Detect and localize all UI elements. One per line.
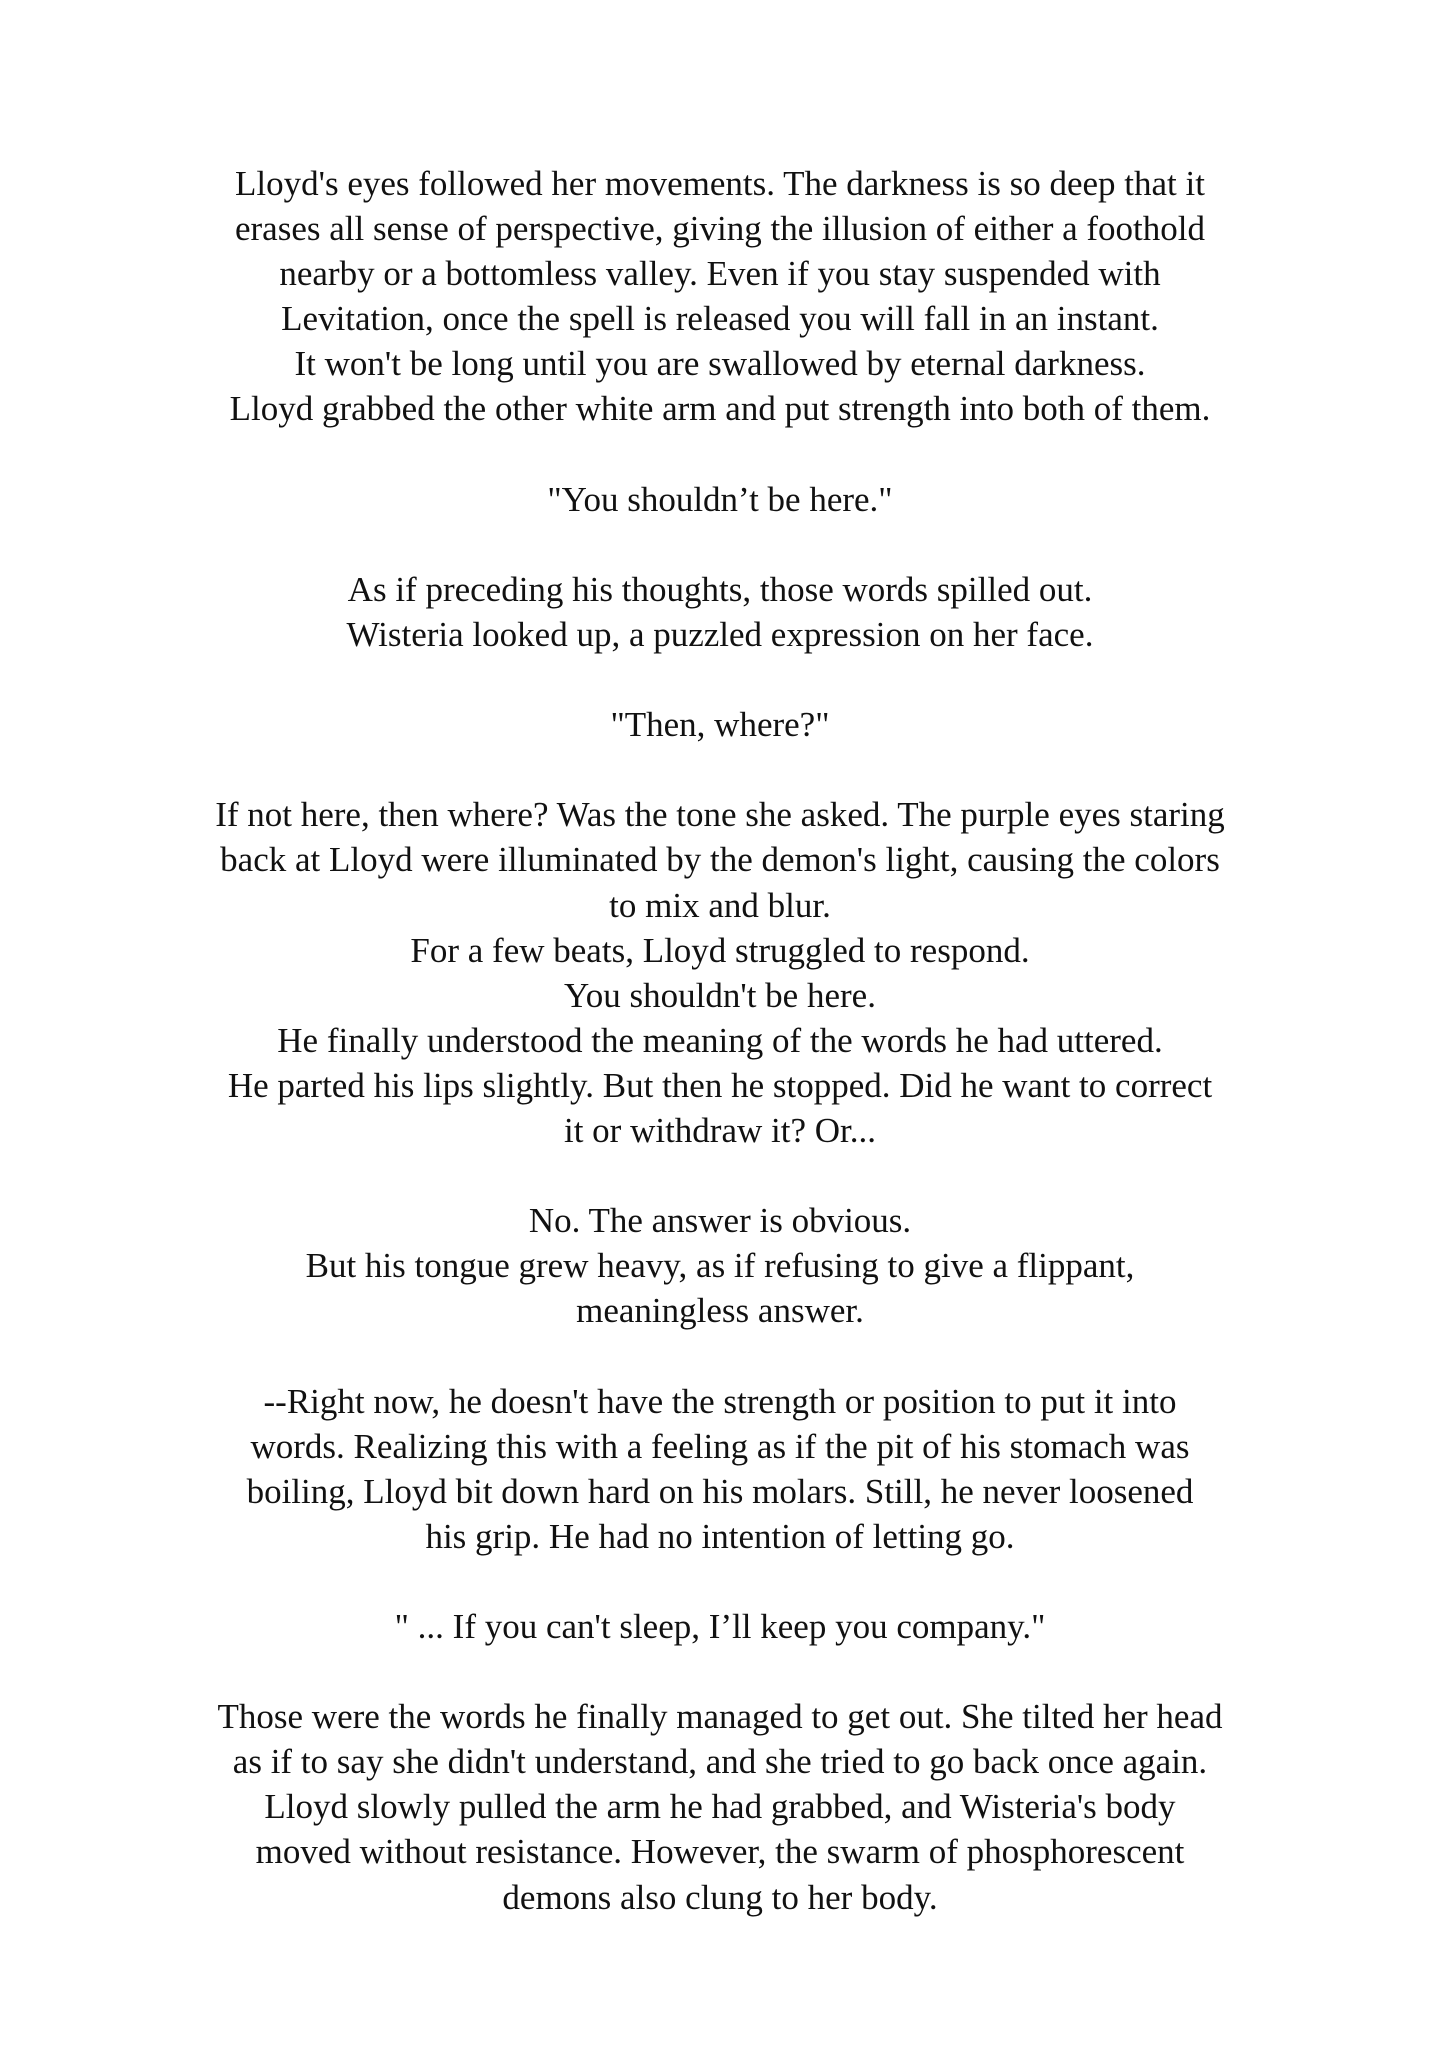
text-line: But his tongue grew heavy, as if refusing to give a flippant, — [305, 1246, 1135, 1286]
text-line: as if to say she didn't understand, and she tried to go back once again. — [232, 1742, 1208, 1782]
blank-line — [0, 657, 1440, 702]
blank-line — [0, 432, 1440, 477]
blank-line — [0, 1153, 1440, 1198]
text-line: it or withdraw it? Or... — [563, 1110, 877, 1150]
text-line: Lloyd grabbed the other white arm and put strength into both of them. — [229, 389, 1211, 429]
text-line: nearby or a bottomless valley. Even if you stay suspended with — [279, 254, 1161, 294]
text-line: "You shouldn’t be here." — [547, 479, 893, 519]
text-line: meaningless answer. — [576, 1291, 864, 1331]
text-line: Lloyd slowly pulled the arm he had grabbed, and Wisteria's body — [264, 1787, 1176, 1827]
text-line: He parted his lips slightly. But then he stopped. Did he want to correct — [227, 1065, 1213, 1105]
text-line: back at Lloyd were illuminated by the demon's light, causing the colors — [220, 840, 1220, 880]
text-line: erases all sense of perspective, giving the illusion of either a foothold — [234, 209, 1205, 249]
blank-line — [0, 1333, 1440, 1378]
blank-line — [0, 522, 1440, 567]
text-line: demons also clung to her body. — [502, 1877, 938, 1917]
text-line: " ... If you can't sleep, I’ll keep you company." — [394, 1607, 1046, 1646]
text-line: his grip. He had no intention of letting go. — [425, 1516, 1015, 1556]
text-line: Wisteria looked up, a puzzled expression on her face. — [346, 614, 1094, 654]
text-line: Lloyd's eyes followed her movements. The darkness is so deep that it — [235, 164, 1205, 203]
text-line: If not here, then where? Was the tone she asked. The purple eyes staring — [215, 795, 1225, 835]
blank-line — [0, 747, 1440, 792]
text-line: Those were the words he finally managed to get out. She tilted her head — [217, 1697, 1223, 1737]
text-line: boiling, Lloyd bit down hard on his molars. Still, he never loosened — [246, 1471, 1194, 1511]
blank-line — [0, 1649, 1440, 1694]
text-line: to mix and blur. — [609, 885, 831, 925]
text-line: As if preceding his thoughts, those words spilled out. — [347, 569, 1093, 609]
text-line: For a few beats, Lloyd struggled to respond. — [410, 930, 1030, 970]
text-line: It won't be long until you are swallowed by eternal darkness. — [294, 344, 1146, 384]
text-line: Levitation, once the spell is released you will fall in an instant. — [281, 299, 1159, 339]
text-line: moved without resistance. However, the swarm of phosphorescent — [255, 1832, 1185, 1872]
text-line: "Then, where?" — [610, 705, 830, 745]
text-line: words. Realizing this with a feeling as if the pit of his stomach was — [250, 1426, 1190, 1466]
text-line: He finally understood the meaning of the words he had uttered. — [277, 1020, 1163, 1060]
text-line: No. The answer is obvious. — [528, 1201, 912, 1241]
text-line: You shouldn't be here. — [564, 975, 876, 1015]
blank-line — [0, 1559, 1440, 1604]
text-line: --Right now, he doesn't have the strength or position to put it into — [263, 1381, 1177, 1421]
document-page — [0, 161, 1440, 1920]
